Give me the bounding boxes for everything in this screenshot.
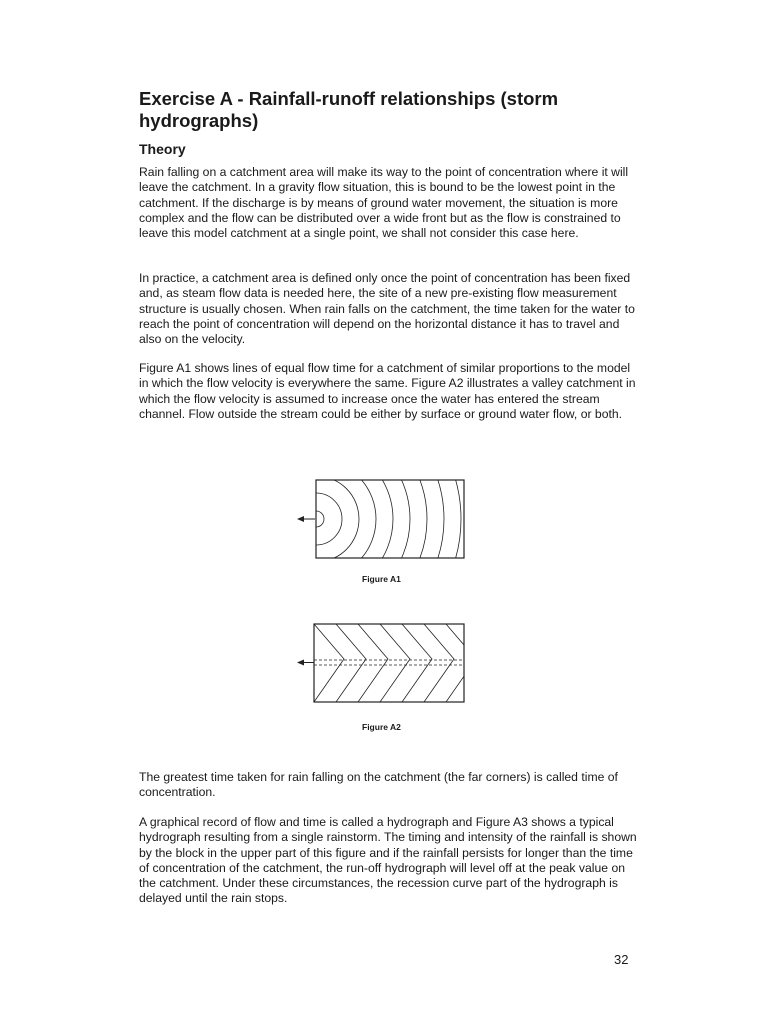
figure-a2-diagram	[294, 620, 470, 706]
section-heading: Theory	[139, 141, 186, 157]
paragraph-3: Figure A1 shows lines of equal flow time for a catchment of similar proportions to the model in which the flow velocity is everywhere the same. Figure A2 illustrates a valley catchment in which the flow velocity is assumed to increase once the water has entered the stream channel. Flow outside the stream could be either by surface or ground water flow, or both.	[139, 361, 636, 421]
paragraph-1: Rain falling on a catchment area will make its way to the point of concentration where it will leave the catchment. In a gravity flow situation, this is bound to be the lowest point in the catchment. If the discharge is by means of ground water movement, the situation is more complex and the flow can be distributed over a wide front but as the flow is constrained to leave this model catchment at a single point, we shall not consider this case here.	[139, 165, 629, 241]
figure-a2-caption: Figure A2	[362, 722, 401, 732]
paragraph-2: In practice, a catchment area is defined only once the point of concentration has been fixed and, as steam flow data is needed here, the site of a new pre-existing flow measurement structure is usually chosen. When rain falls on the catchment, the time taken for the water to reach the point of concentration will depend on the horizontal distance it has to travel and also on the velocity.	[139, 271, 635, 347]
paragraph-5: A graphical record of flow and time is called a hydrograph and Figure A3 shows a typical hydrograph resulting from a single rainstorm. The timing and intensity of the rainfall is shown by the block in the upper part of this figure and if the rainfall persists for longer than the time of concentration of the catchment, the run-off hydrograph will level off at the peak value on the catchment. Under these circumstances, the recession curve part of the hydrograph is delayed until the rain stops.	[139, 815, 637, 906]
page-number: 32	[614, 952, 629, 967]
page-title: Exercise A - Rainfall-runoff relationships (storm hydrographs)	[139, 88, 559, 131]
figure-a1-caption: Figure A1	[362, 574, 401, 584]
figure-a1-diagram	[294, 476, 470, 562]
paragraph-4: The greatest time taken for rain falling on the catchment (the far corners) is called time of concentration.	[139, 770, 618, 800]
